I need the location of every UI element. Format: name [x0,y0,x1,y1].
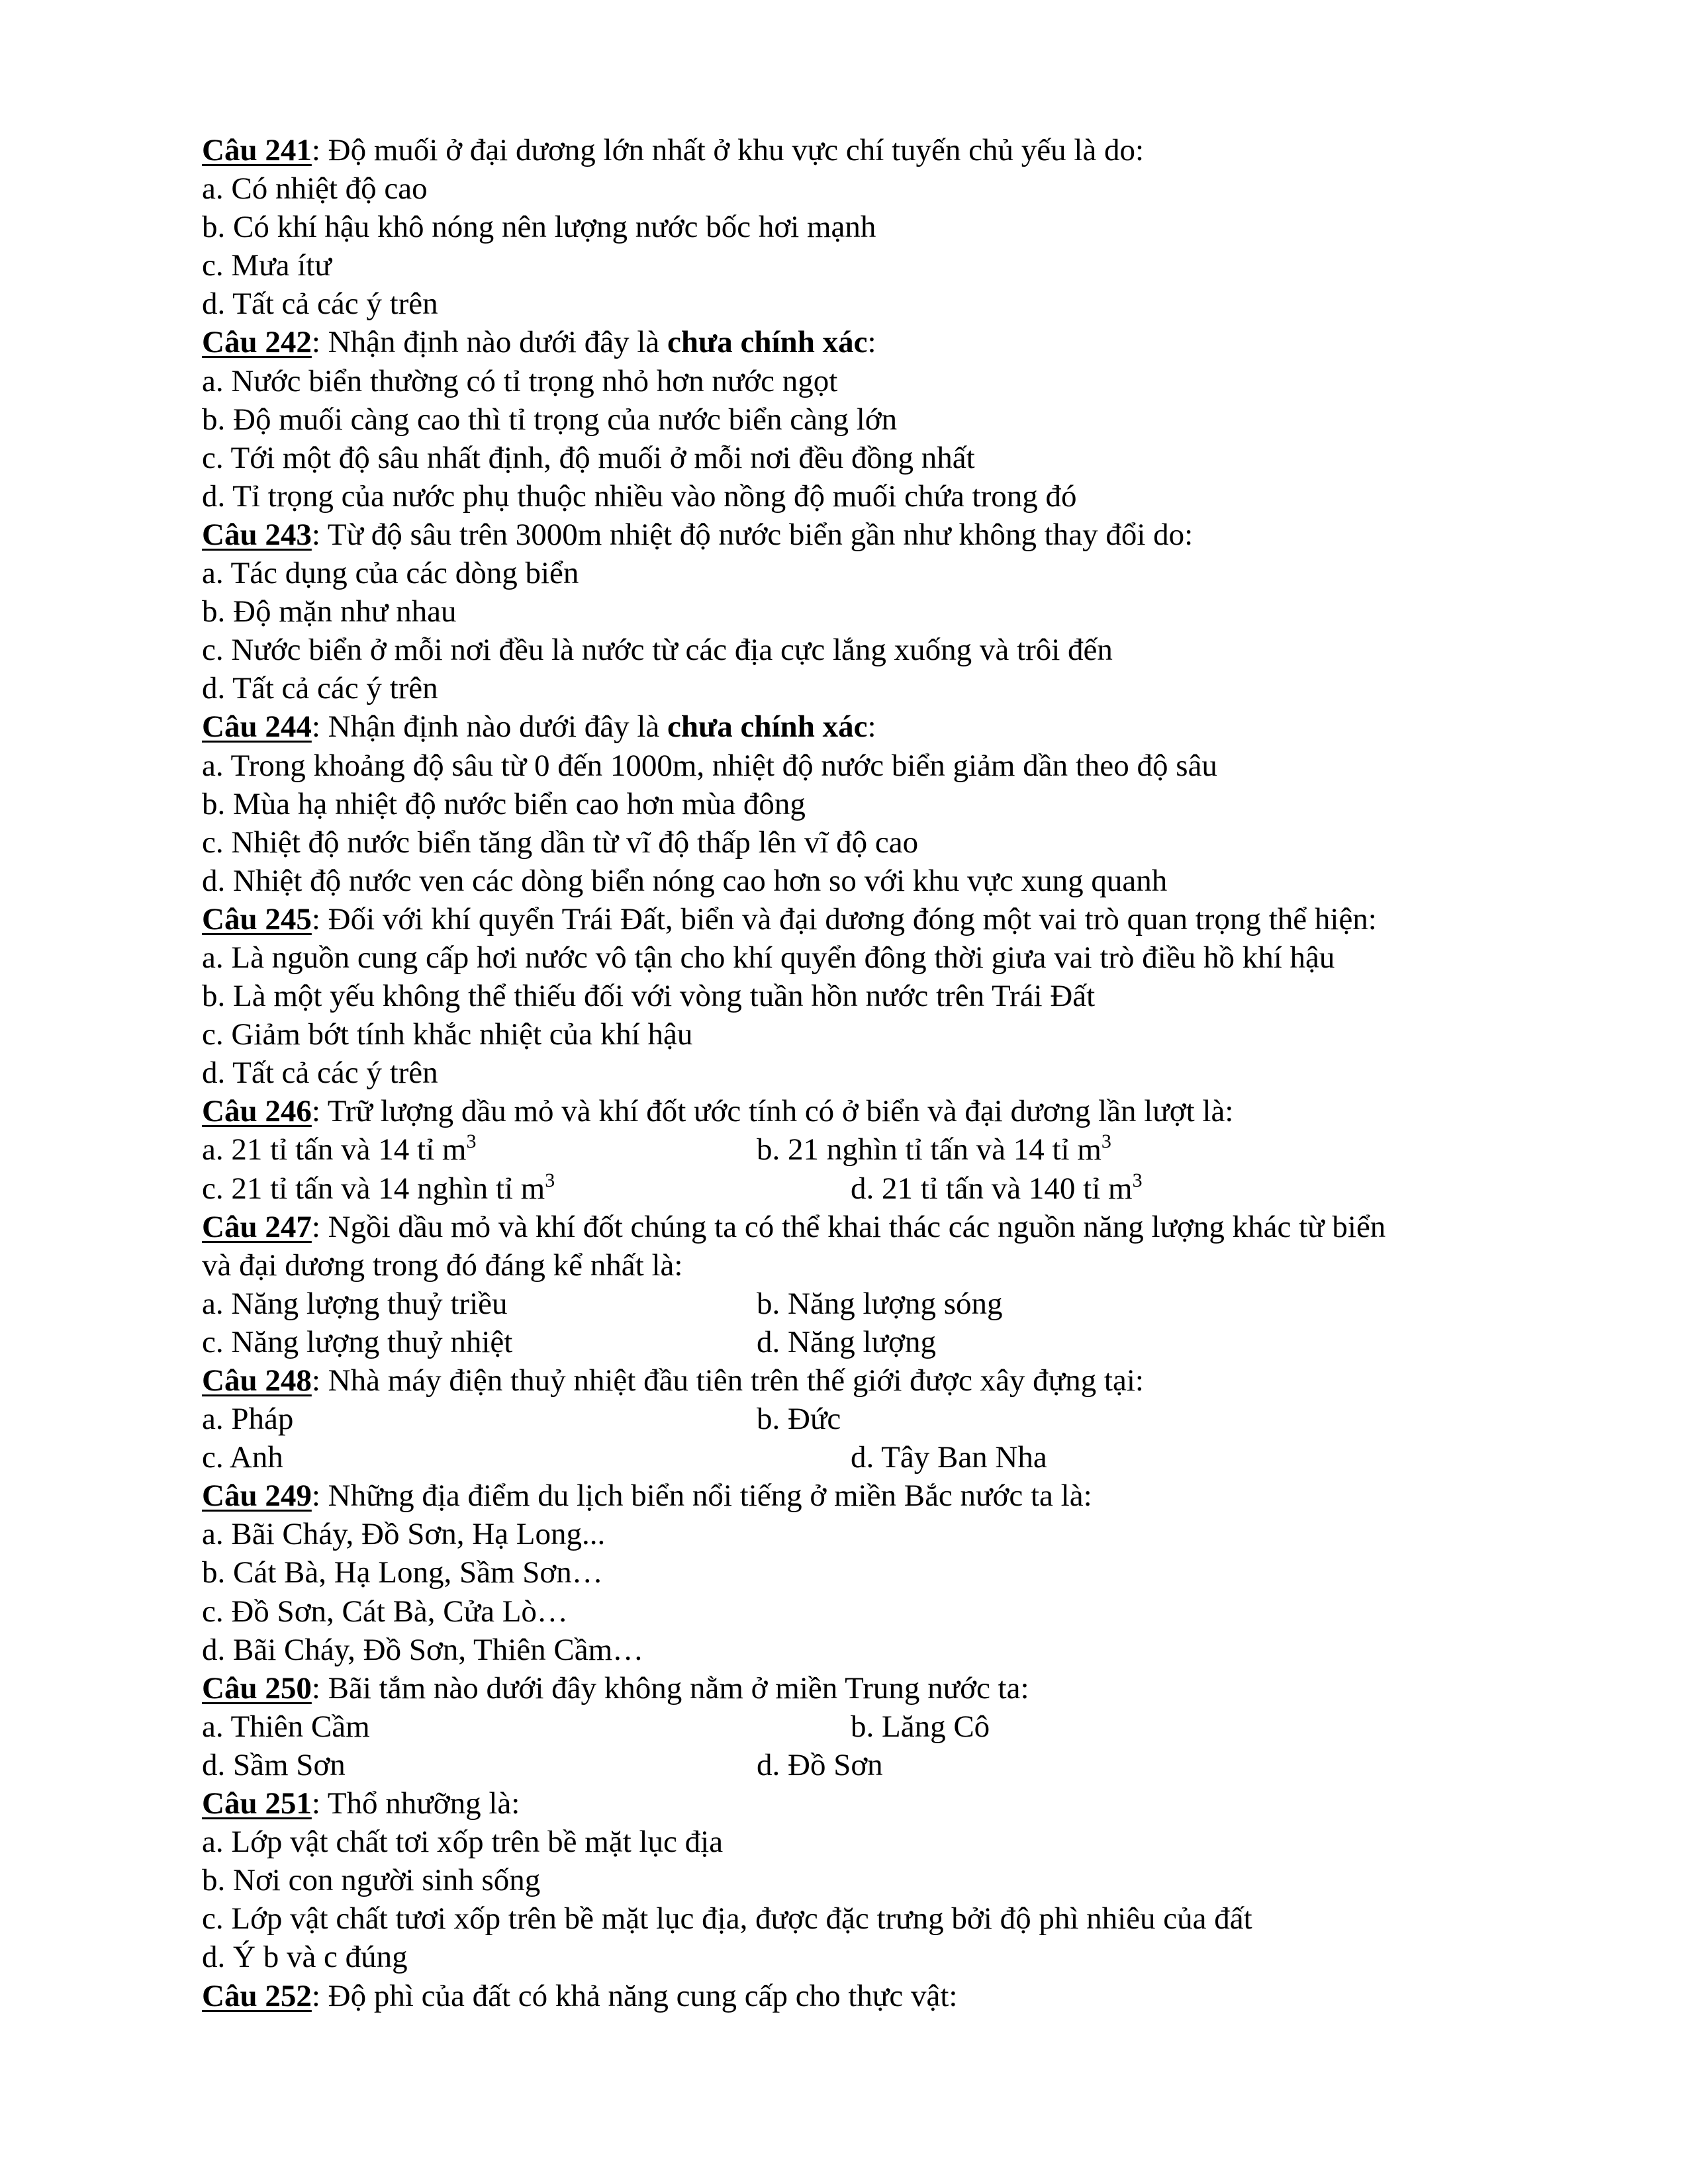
answer-option: b. Là một yếu không thể thiếu đối với vòng tuần hồn nước trên Trái Đất [202,979,1096,1014]
question-number: Câu 252 [202,1978,312,2013]
question-text: : Trữ lượng dầu mỏ và khí đốt ước tính có ở biển và đại dương lần lượt là: [311,1094,1234,1129]
question-list [202,131,1526,2015]
question-242 [202,323,1526,361]
question-number: Câu 246 [202,1094,312,1129]
question-number: Câu 251 [202,1786,312,1821]
question-252 [202,1977,1526,2015]
answer-option: d. Năng lượng [757,1324,936,1359]
answer-option: c. Đồ Sơn, Cát Bà, Cửa Lò… [202,1594,568,1629]
question-text: : Nhà máy điện thuỷ nhiệt đầu tiên trên thế giới được xây đựng tại: [311,1363,1144,1398]
answer-option: c. Năng lượng thuỷ nhiệt [202,1324,513,1359]
question-241 [202,131,1526,169]
answer-option: c. 21 tỉ tấn và 14 nghìn tỉ $m^3$ [202,1169,555,1206]
question-number: Câu 241 [202,133,312,167]
answer-option: d. Tây Ban Nha [851,1440,1047,1475]
question-243 [202,516,1526,554]
question-text: : Nhận định nào dưới đây là [311,325,668,360]
answer-option: c. Giảm bớt tính khắc nhiệt của khí hậu [202,1017,693,1052]
answer-option: c. Tới một độ sâu nhất định, độ muối ở mỗi nơi đều đồng nhất [202,440,975,475]
question-number: Câu 249 [202,1479,312,1514]
answer-option: b. Năng lượng sóng [757,1286,1003,1321]
answer-option: b. Đức [757,1402,841,1437]
question-250 [202,1669,1526,1707]
question-number: Câu 244 [202,709,312,745]
question-emphasis: chưa chính xác [667,325,868,360]
question-text-continued: và đại dương trong đó đáng kể nhất là: [202,1248,683,1283]
answer-row [202,1746,1526,1784]
answer-option: b. Lăng Cô [851,1709,990,1744]
answer-option: b. Cát Bà, Hạ Long, Sầm Sơn… [202,1555,603,1590]
superscript: 3 [1132,1169,1143,1191]
question-number: Câu 242 [202,325,312,360]
answer-option: c. Nước biển ở mỗi nơi đều là nước từ các địa cực lắng xuống và trôi đến [202,633,1113,668]
question-number: Câu 248 [202,1363,312,1398]
question-249 [202,1477,1526,1515]
question-number: Câu 250 [202,1670,312,1706]
answer-option: a. Có nhiệt độ cao [202,171,428,206]
question-text-end: : [867,325,876,360]
question-text: : Từ độ sâu trên 3000m nhiệt độ nước biển gần như không thay đổi do: [311,517,1194,552]
answer-option: d. Sầm Sơn [202,1747,346,1782]
question-number: Câu 247 [202,1209,312,1244]
answer-option: a. Trong khoảng độ sâu từ 0 đến 1000m, nhiệt độ nước biển giảm dần theo độ sâu [202,748,1217,783]
answer-option: d. Tất cả các ý trên [202,671,438,706]
answer-option: a. Pháp [202,1402,294,1437]
answer-option: d. 21 tỉ tấn và 140 tỉ $m^3$ [851,1169,1143,1206]
answer-option: c. Nhiệt độ nước biển tăng dần từ vĩ độ thấp lên vĩ độ cao [202,825,919,860]
answer-option: d. Tỉ trọng của nước phụ thuộc nhiều vào nồng độ muối chứa trong đó [202,478,1077,514]
answer-option: d. Nhiệt độ nước ven các dòng biển nóng cao hơn so với khu vực xung quanh [202,863,1168,898]
answer-option: a. Bãi Cháy, Đồ Sơn, Hạ Long... [202,1517,606,1552]
answer-option: d. Đồ Sơn [757,1747,883,1782]
answer-option: d. Tất cả các ý trên [202,1056,438,1091]
superscript: 3 [466,1130,477,1153]
answer-row [202,1707,1526,1746]
answer-option: c. Lớp vật chất tươi xốp trên bề mặt lục địa, được đặc trưng bởi độ phì nhiêu của đất [202,1901,1252,1936]
question-number: Câu 243 [202,517,312,552]
answer-option: a. Thiên Cầm [202,1709,370,1744]
answer-option: b. Nơi con người sinh sống [202,1863,541,1898]
question-text: : Những địa điểm du lịch biển nổi tiếng ở miền Bắc nước ta là: [311,1479,1092,1514]
answer-option: a. 21 tỉ tấn và 14 tỉ $m^3$ [202,1130,477,1167]
question-text: : Đối với khí quyển Trái Đất, biển và đại dương đóng một vai trò quan trọng thể hiện: [311,901,1377,936]
question-244 [202,707,1526,746]
question-text: : Độ phì của đất có khả năng cung cấp cho thực vật: [311,1978,958,2013]
answer-row [202,1130,1526,1169]
answer-option: b. Có khí hậu khô nóng nên lượng nước bốc hơi mạnh [202,210,876,245]
question-text: : Nhận định nào dưới đây là [311,709,668,745]
answer-row [202,1323,1526,1361]
question-emphasis: chưa chính xác [667,709,868,745]
question-247 [202,1208,1526,1246]
question-text: : Ngồi dầu mỏ và khí đốt chúng ta có thể khai thác các nguồn năng lượng khác từ biển [311,1209,1386,1244]
answer-option: c. Anh [202,1440,283,1475]
superscript: 3 [1101,1130,1111,1153]
answer-option: a. Tác dụng của các dòng biển [202,556,579,591]
answer-option: a. Lớp vật chất tơi xốp trên bề mặt lục địa [202,1825,724,1860]
question-number: Câu 245 [202,901,312,936]
answer-option: d. Bãi Cháy, Đồ Sơn, Thiên Cầm… [202,1632,644,1667]
answer-option: b. Độ muối càng cao thì tỉ trọng của nước biển càng lớn [202,402,898,437]
question-251 [202,1784,1526,1823]
answer-row [202,1400,1526,1438]
answer-option: d. Tất cả các ý trên [202,287,438,322]
question-text: : Độ muối ở đại dương lớn nhất ở khu vực chí tuyến chủ yếu là do: [311,133,1145,167]
question-text: : Thổ nhưỡng là: [311,1786,520,1821]
answer-row [202,1438,1526,1477]
answer-option: b. Độ mặn như nhau [202,594,457,629]
answer-option: a. Nước biển thường có tỉ trọng nhỏ hơn nước ngọt [202,363,838,398]
question-text-end: : [867,709,876,745]
answer-option: d. Ý b và c đúng [202,1940,408,1975]
question-text: : Bãi tắm nào dưới đây không nằm ở miền Trung nước ta: [311,1670,1029,1706]
answer-option: a. Năng lượng thuỷ triều [202,1286,508,1321]
answer-row [202,1285,1526,1323]
question-246 [202,1092,1526,1130]
answer-option: b. 21 nghìn tỉ tấn và 14 tỉ $m^3$ [757,1130,1111,1167]
question-245 [202,900,1526,938]
question-248 [202,1361,1526,1400]
answer-option: a. Là nguồn cung cấp hơi nước vô tận cho khí quyển đông thời giưa vai trò điều hồ khí hậu [202,940,1335,975]
answer-row [202,1169,1526,1208]
answer-option: b. Mùa hạ nhiệt độ nước biển cao hơn mùa đông [202,786,806,821]
answer-option: c. Mưa ítư [202,248,332,283]
superscript: 3 [545,1169,555,1191]
